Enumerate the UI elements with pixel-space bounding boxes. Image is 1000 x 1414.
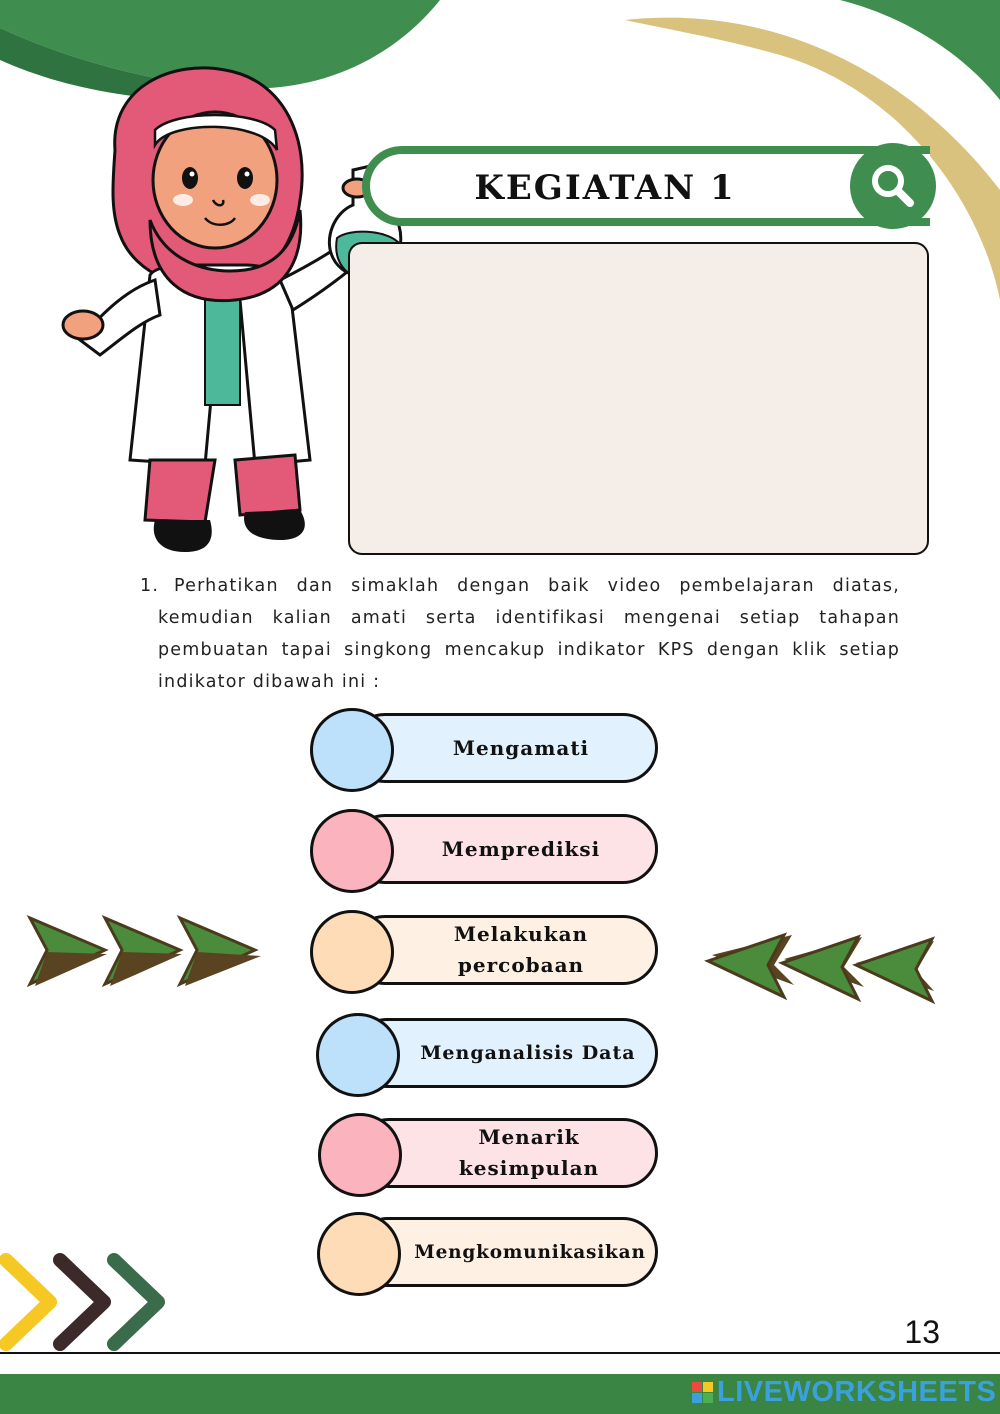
indicator-circle <box>310 809 394 893</box>
indicator-button-mengkomunikasikan[interactable] <box>317 1212 667 1290</box>
left-arrows-decoration <box>702 925 942 1005</box>
indicator-button-memprediksi[interactable] <box>310 809 660 887</box>
indicator-label: Menganalisis Data <box>420 1041 636 1064</box>
search-button[interactable] <box>850 143 936 229</box>
instruction-paragraph <box>140 570 900 698</box>
indicator-circle <box>318 1113 402 1197</box>
right-arrows-decoration <box>25 912 270 992</box>
indicator-circle <box>310 708 394 792</box>
indicator-label: Menarik kesimpulan <box>458 1125 600 1180</box>
instruction-number: 1. <box>140 576 160 596</box>
instruction-text: Perhatikan dan simaklah dengan baik video pembelajaran diatas, kemudian kalian amati serta identifikasi mengenai setiap tahapan pembuatan tapai singkong mencakup indikator KPS dengan klik setiap indikator dibawah ini : <box>158 576 900 692</box>
chevrons-decoration <box>0 1252 170 1352</box>
indicator-button-menganalisis-data[interactable] <box>316 1013 666 1091</box>
footer-divider <box>0 1352 1000 1354</box>
page-number: 13 <box>904 1314 940 1350</box>
video-placeholder[interactable] <box>348 242 929 555</box>
indicator-circle <box>317 1212 401 1296</box>
indicator-button-mengamati[interactable] <box>310 708 660 786</box>
activity-title: KEGIATAN 1 <box>474 168 736 208</box>
indicator-button-menarik-kesimpulan[interactable] <box>318 1113 668 1191</box>
liveworksheets-wordmark: LIVEWORKSHEETS <box>717 1375 997 1408</box>
search-icon <box>868 161 918 211</box>
indicator-label: Memprediksi <box>441 836 601 861</box>
liveworksheets-logo[interactable] <box>692 1376 996 1408</box>
indicator-label: Mengamati <box>452 735 590 760</box>
liveworksheets-badge-icon <box>692 1382 713 1403</box>
indicator-circle <box>316 1013 400 1097</box>
indicator-label: Melakukan percobaan <box>453 922 589 977</box>
indicator-label: Mengkomunikasikan <box>414 1241 646 1263</box>
indicator-circle <box>310 910 394 994</box>
indicator-button-melakukan-percobaan[interactable] <box>310 910 660 988</box>
